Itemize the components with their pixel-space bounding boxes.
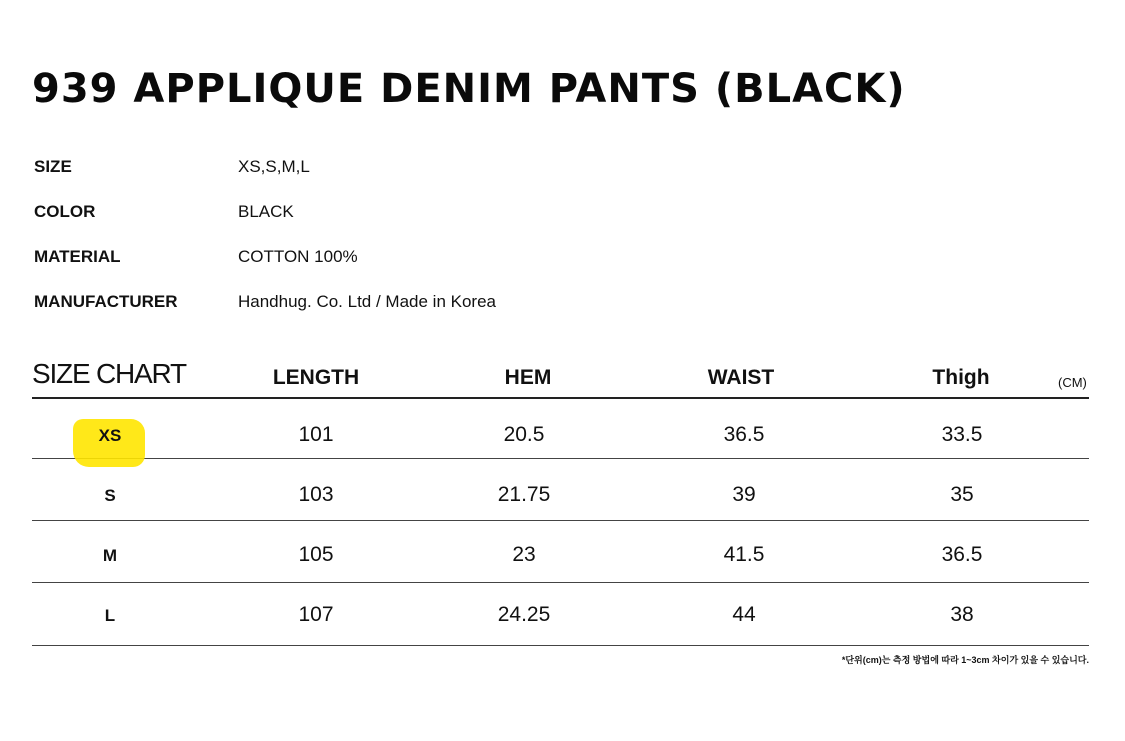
column-header-hem: HEM [504, 366, 552, 389]
table-cell: 35 [950, 483, 974, 506]
table-cell: 36.5 [723, 423, 765, 446]
spec-label: COLOR [34, 202, 96, 221]
spec-value: Handhug. Co. Ltd / Made in Korea [238, 292, 496, 311]
size-cell: S [104, 486, 116, 505]
column-header-waist: WAIST [707, 366, 775, 389]
size-chart-title: SIZE CHART [32, 358, 186, 389]
spec-label: MATERIAL [34, 247, 121, 266]
table-cell: 103 [298, 483, 334, 506]
header-divider [32, 397, 1089, 399]
row-divider [32, 520, 1089, 521]
table-cell: 39 [732, 483, 756, 506]
row-divider [32, 645, 1089, 646]
table-cell: 33.5 [941, 423, 983, 446]
row-divider [32, 458, 1089, 459]
table-cell: 38 [950, 603, 974, 626]
size-cell: L [104, 606, 116, 625]
spec-value: BLACK [238, 202, 294, 221]
row-divider [32, 582, 1089, 583]
spec-value: COTTON 100% [238, 247, 358, 266]
size-cell: M [102, 546, 118, 565]
table-cell: 36.5 [941, 543, 983, 566]
table-cell: 21.75 [497, 483, 551, 506]
size-cell: XS [98, 426, 122, 445]
spec-label: SIZE [34, 157, 72, 176]
table-cell: 23 [512, 543, 536, 566]
column-header-length: LENGTH [272, 366, 360, 389]
column-header-thigh: Thigh [932, 366, 990, 389]
table-cell: 101 [298, 423, 334, 446]
table-cell: 20.5 [503, 423, 545, 446]
spec-value: XS,S,M,L [238, 157, 310, 176]
table-cell: 107 [298, 603, 334, 626]
measurement-footnote: *단위(cm)는 측정 방법에 따라 1~3cm 차이가 있을 수 있습니다. [841, 655, 1089, 665]
table-cell: 105 [298, 543, 334, 566]
table-cell: 44 [732, 603, 756, 626]
unit-label: (CM) [1058, 375, 1087, 390]
page-title: 939 APPLIQUE DENIM PANTS (BLACK) [32, 66, 906, 112]
spec-label: MANUFACTURER [34, 292, 178, 311]
table-cell: 24.25 [497, 603, 551, 626]
table-cell: 41.5 [723, 543, 765, 566]
